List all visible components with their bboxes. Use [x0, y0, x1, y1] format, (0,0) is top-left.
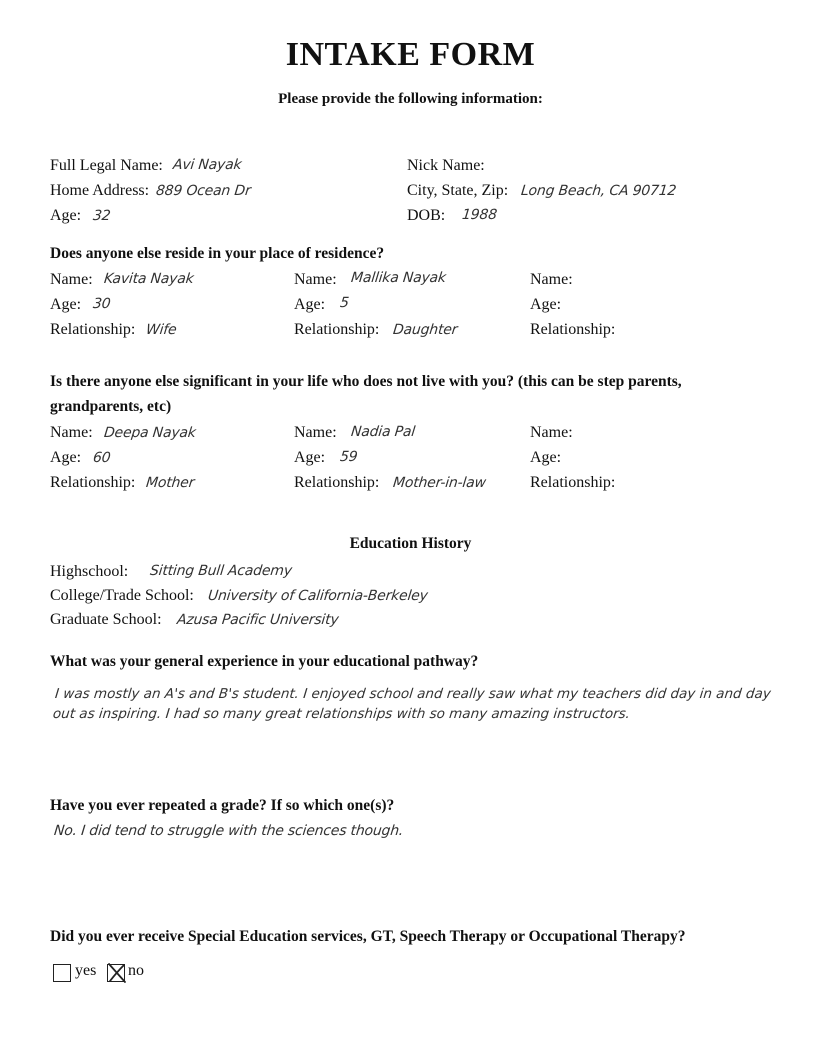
experience-answer-field[interactable]: I was mostly an A's and B's student. I enjoyed school and really saw what my teachers did day in and day out as inspiring. I had so many great relationships with so many amazing instructors.: [52, 686, 772, 722]
significant-name-label: Name:: [294, 424, 337, 441]
college-label: College/Trade School:: [50, 587, 194, 604]
resident-relationship-field[interactable]: [621, 321, 773, 339]
significant-relationship-field[interactable]: [621, 474, 773, 492]
yes-label: yes: [75, 962, 97, 979]
resident-relationship-label: Relationship:: [50, 321, 136, 338]
resident-name-field[interactable]: [584, 271, 736, 289]
significant-relationship-label: Relationship:: [50, 474, 136, 491]
college-field[interactable]: University of California-Berkeley: [207, 588, 429, 604]
significant-age-label: Age:: [50, 449, 82, 466]
resident-age-label: Age:: [50, 296, 82, 313]
repeat-grade-answer-field[interactable]: No. I did tend to struggle with the sciences though.: [53, 823, 405, 839]
significant-question-line2: grandparents, etc): [50, 398, 172, 415]
graduate-school-field[interactable]: Azusa Pacific University: [176, 612, 340, 628]
form-subtitle: Please provide the following information:: [278, 91, 543, 107]
significant-relationship-label: Relationship:: [530, 474, 616, 491]
age-label: Age:: [50, 207, 82, 224]
no-label: no: [128, 962, 144, 979]
significant-age-field[interactable]: 60: [92, 450, 112, 466]
resident-name-label: Name:: [530, 271, 573, 288]
check-mark-x-icon: [106, 962, 128, 984]
dob-label: DOB:: [407, 207, 446, 224]
experience-question: What was your general experience in your educational pathway?: [50, 653, 479, 670]
significant-name-field[interactable]: [584, 424, 736, 442]
resident-relationship-field[interactable]: Wife: [145, 322, 178, 338]
significant-relationship-field[interactable]: Mother-in-law: [392, 475, 487, 491]
resident-age-field[interactable]: 30: [92, 296, 112, 312]
no-checkbox[interactable]: [107, 964, 125, 982]
significant-name-field[interactable]: Nadia Pal: [350, 424, 416, 440]
resident-name-field[interactable]: Kavita Nayak: [103, 271, 195, 287]
highschool-label: Highschool:: [50, 563, 129, 580]
repeat-grade-question: Have you ever repeated a grade? If so which one(s)?: [50, 797, 395, 814]
form-title: INTAKE FORM: [285, 36, 536, 73]
significant-age-field[interactable]: 59: [339, 449, 359, 465]
dob-field[interactable]: 1988: [461, 207, 498, 223]
highschool-field[interactable]: Sitting Bull Academy: [149, 563, 293, 579]
significant-age-label: Age:: [530, 449, 562, 466]
resident-name-field[interactable]: Mallika Nayak: [350, 270, 447, 286]
resident-age-label: Age:: [530, 296, 562, 313]
age-field[interactable]: 32: [92, 208, 112, 224]
nick-name-label: Nick Name:: [407, 157, 485, 174]
resident-name-label: Name:: [50, 271, 93, 288]
nick-name-field[interactable]: [494, 157, 696, 175]
education-heading: Education History: [349, 535, 472, 552]
significant-name-label: Name:: [50, 424, 93, 441]
graduate-school-label: Graduate School:: [50, 611, 162, 628]
resident-relationship-label: Relationship:: [294, 321, 380, 338]
home-address-field[interactable]: 889 Ocean Dr: [155, 183, 252, 199]
residents-question: Does anyone else reside in your place of residence?: [50, 245, 385, 262]
city-state-zip-field[interactable]: Long Beach, CA 90712: [520, 183, 678, 199]
yes-checkbox[interactable]: [53, 964, 71, 982]
significant-age-label: Age:: [294, 449, 326, 466]
significant-question-line1: Is there anyone else significant in your life who does not live with you? (this can be step parents,: [50, 373, 682, 390]
significant-relationship-label: Relationship:: [294, 474, 380, 491]
resident-relationship-field[interactable]: Daughter: [392, 322, 459, 338]
resident-relationship-label: Relationship:: [530, 321, 616, 338]
significant-name-field[interactable]: Deepa Nayak: [103, 425, 197, 441]
significant-name-label: Name:: [530, 424, 573, 441]
resident-age-label: Age:: [294, 296, 326, 313]
full-name-label: Full Legal Name:: [50, 157, 163, 174]
resident-name-label: Name:: [294, 271, 337, 288]
resident-age-field[interactable]: [569, 296, 721, 314]
services-question: Did you ever receive Special Education services, GT, Speech Therapy or Occupational Therapy?: [50, 928, 686, 945]
significant-age-field[interactable]: [569, 449, 721, 467]
home-address-label: Home Address:: [50, 182, 150, 199]
resident-age-field[interactable]: 5: [339, 295, 350, 311]
full-name-field[interactable]: Avi Nayak: [172, 157, 243, 173]
city-state-zip-label: City, State, Zip:: [407, 182, 509, 199]
significant-relationship-field[interactable]: Mother: [145, 475, 196, 491]
